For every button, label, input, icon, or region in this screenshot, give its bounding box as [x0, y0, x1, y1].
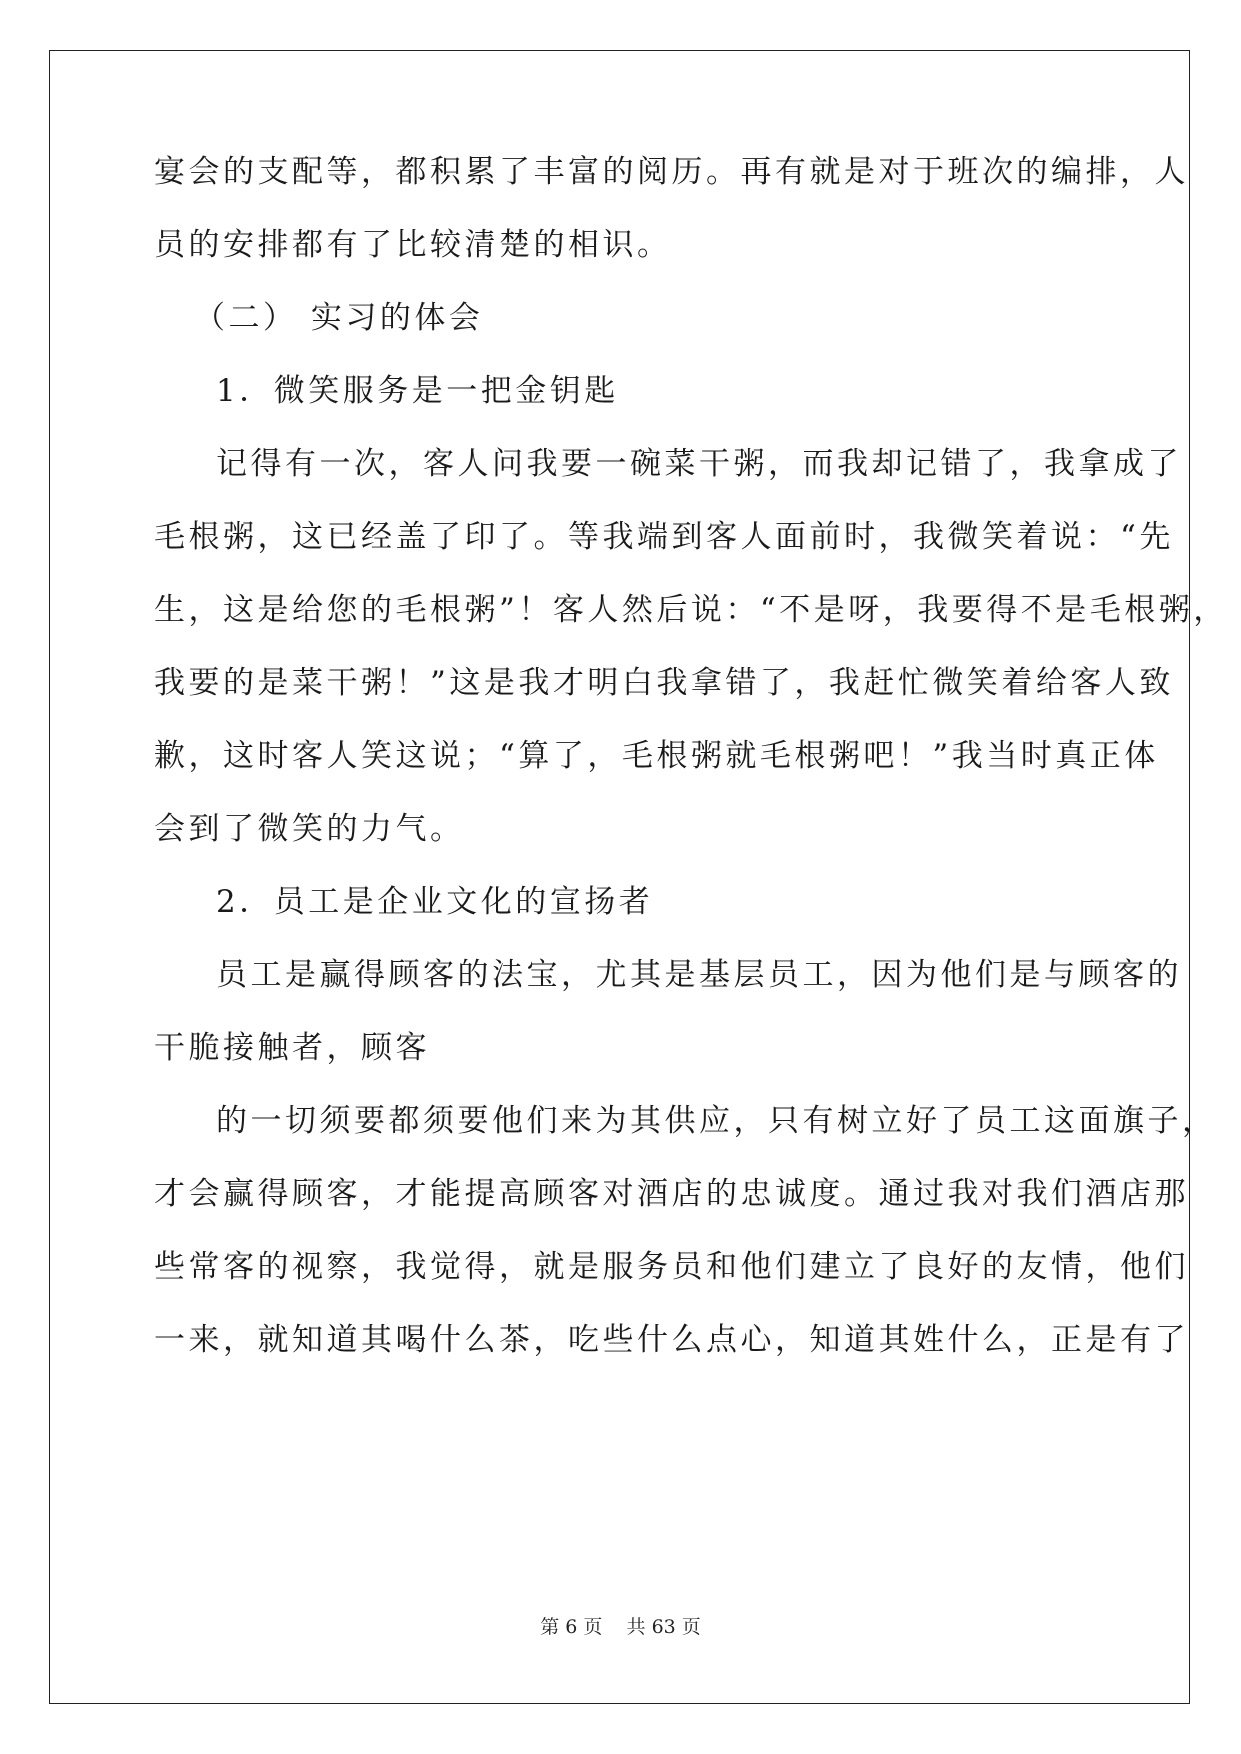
- text-line: 记得有一次，客人问我要一碗菜干粥，而我却记错了，我拿成了: [216, 446, 1182, 482]
- text-line: 员的安排都有了比较清楚的相识。: [154, 227, 672, 263]
- text-line: 的一切须要都须要他们来为其供应，只有树立好了员工这面旗子，: [216, 1103, 1217, 1139]
- text-line: 生，这是给您的毛根粥”！客人然后说：“不是呀，我要得不是毛根粥，: [154, 592, 1228, 628]
- text-line: 宴会的支配等，都积累了丰富的阅历。再有就是对于班次的编排，人: [154, 154, 1189, 190]
- subsection-heading: 2．员工是企业文化的宣扬者: [216, 884, 654, 920]
- text-line: 一来，就知道其喝什么茶，吃些什么点心，知道其姓什么，正是有了: [154, 1322, 1189, 1358]
- text-line: 员工是赢得顾客的法宝，尤其是基层员工，因为他们是与顾客的: [216, 957, 1182, 993]
- text-line: 歉，这时客人笑这说；“算了，毛根粥就毛根粥吧！”我当时真正体: [154, 738, 1159, 774]
- section-heading: （二） 实习的体会: [194, 300, 484, 336]
- subsection-heading: 1．微笑服务是一把金钥匙: [216, 373, 619, 409]
- text-line: 干脆接触者，顾客: [154, 1030, 430, 1066]
- text-line: 会到了微笑的力气。: [154, 811, 465, 847]
- text-line: 毛根粥，这已经盖了印了。等我端到客人面前时，我微笑着说：“先: [154, 519, 1174, 555]
- text-line: 些常客的视察，我觉得，就是服务员和他们建立了良好的友情，他们: [154, 1249, 1189, 1285]
- text-line: 才会赢得顾客，才能提高顾客对酒店的忠诚度。通过我对我们酒店那: [154, 1176, 1189, 1212]
- page-number-footer: 第 6 页 共 63 页: [540, 1616, 701, 1638]
- text-line: 我要的是菜干粥！”这是我才明白我拿错了，我赶忙微笑着给客人致: [154, 665, 1174, 701]
